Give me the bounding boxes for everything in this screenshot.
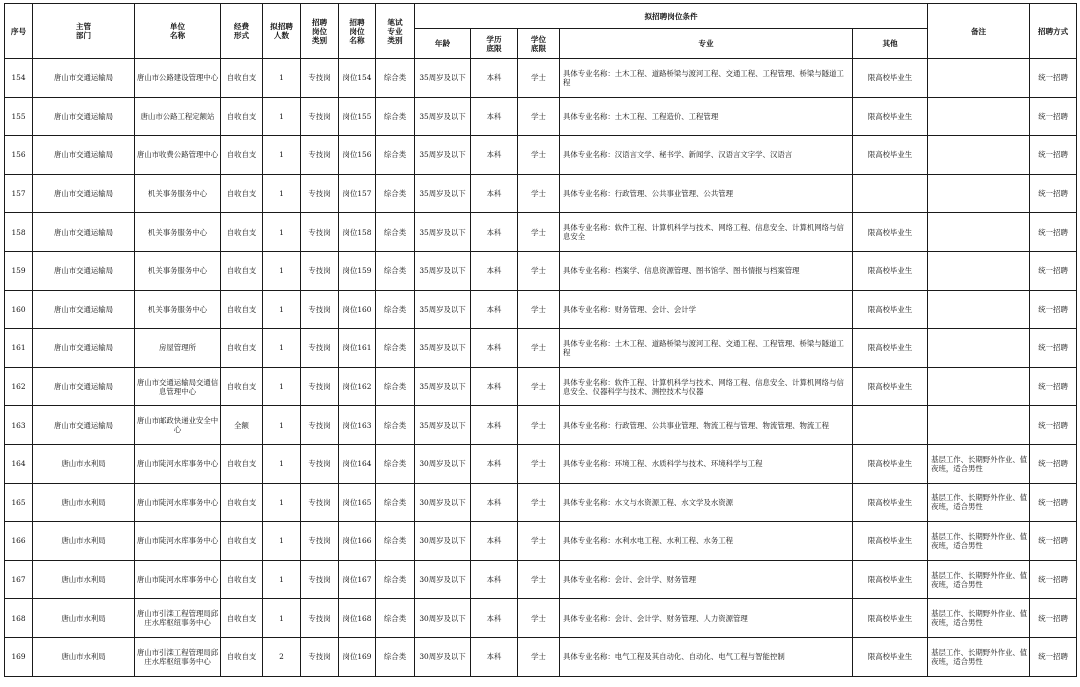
cell-major: 具体专业名称：行政管理、公共事业管理、物流工程与管理、物流管理、物流工程 xyxy=(560,406,853,445)
cell-major: 具体专业名称：水文与水资源工程、水文学及水资源 xyxy=(560,483,853,522)
cell-funding: 自收自支 xyxy=(221,522,263,561)
cell-education: 本科 xyxy=(471,174,518,213)
cell-post-type: 专技岗 xyxy=(301,406,339,445)
cell-major: 具体专业名称：会计、会计学、财务管理、人力资源管理 xyxy=(560,599,853,638)
header-degree: 学位 底限 xyxy=(518,29,560,59)
cell-remark xyxy=(928,136,1030,175)
cell-remark xyxy=(928,290,1030,329)
cell-age: 35周岁及以下 xyxy=(415,136,471,175)
cell-age: 30周岁及以下 xyxy=(415,560,471,599)
cell-funding: 自收自支 xyxy=(221,59,263,98)
cell-dept: 唐山市交通运输局 xyxy=(33,59,135,98)
cell-education: 本科 xyxy=(471,406,518,445)
cell-exam-type: 综合类 xyxy=(376,251,415,290)
cell-post-name: 岗位154 xyxy=(339,59,376,98)
cell-dept: 唐山市水利局 xyxy=(33,599,135,638)
cell-count: 1 xyxy=(263,560,301,599)
cell-count: 1 xyxy=(263,329,301,368)
cell-age: 30周岁及以下 xyxy=(415,637,471,676)
cell-unit: 唐山市公路建设管理中心 xyxy=(135,59,221,98)
cell-remark xyxy=(928,59,1030,98)
table-row xyxy=(5,97,1077,136)
cell-education: 本科 xyxy=(471,213,518,252)
cell-degree: 学士 xyxy=(518,367,560,406)
cell-post-type: 专技岗 xyxy=(301,290,339,329)
cell-post-type: 专技岗 xyxy=(301,483,339,522)
cell-seq: 155 xyxy=(5,97,33,136)
cell-exam-type: 综合类 xyxy=(376,136,415,175)
cell-education: 本科 xyxy=(471,136,518,175)
cell-post-name: 岗位168 xyxy=(339,599,376,638)
cell-post-name: 岗位162 xyxy=(339,367,376,406)
cell-major: 具体专业名称：电气工程及其自动化、自动化、电气工程与智能控制 xyxy=(560,637,853,676)
cell-method: 统一招聘 xyxy=(1030,329,1077,368)
cell-funding: 自收自支 xyxy=(221,637,263,676)
cell-method: 统一招聘 xyxy=(1030,637,1077,676)
cell-method: 统一招聘 xyxy=(1030,483,1077,522)
cell-exam-type: 综合类 xyxy=(376,367,415,406)
cell-degree: 学士 xyxy=(518,637,560,676)
cell-major: 具体专业名称：环境工程、水质科学与技术、环境科学与工程 xyxy=(560,444,853,483)
cell-age: 30周岁及以下 xyxy=(415,599,471,638)
table-row xyxy=(5,174,1077,213)
header-education: 学历 底限 xyxy=(471,29,518,59)
cell-funding: 自收自支 xyxy=(221,367,263,406)
cell-age: 35周岁及以下 xyxy=(415,329,471,368)
cell-post-type: 专技岗 xyxy=(301,136,339,175)
cell-degree: 学士 xyxy=(518,599,560,638)
cell-post-type: 专技岗 xyxy=(301,329,339,368)
cell-remark xyxy=(928,213,1030,252)
cell-unit: 唐山市陡河水库事务中心 xyxy=(135,444,221,483)
cell-method: 统一招聘 xyxy=(1030,213,1077,252)
cell-funding: 自收自支 xyxy=(221,329,263,368)
cell-unit: 唐山市交通运输局交通信息管理中心 xyxy=(135,367,221,406)
cell-unit: 机关事务服务中心 xyxy=(135,213,221,252)
cell-method: 统一招聘 xyxy=(1030,59,1077,98)
cell-degree: 学士 xyxy=(518,213,560,252)
cell-education: 本科 xyxy=(471,522,518,561)
header-funding: 经费 形式 xyxy=(221,4,263,59)
cell-unit: 唐山市收费公路管理中心 xyxy=(135,136,221,175)
cell-degree: 学士 xyxy=(518,406,560,445)
cell-education: 本科 xyxy=(471,599,518,638)
cell-unit: 唐山市陡河水库事务中心 xyxy=(135,560,221,599)
cell-method: 统一招聘 xyxy=(1030,136,1077,175)
cell-education: 本科 xyxy=(471,59,518,98)
cell-education: 本科 xyxy=(471,637,518,676)
cell-seq: 158 xyxy=(5,213,33,252)
cell-other: 限高校毕业生 xyxy=(853,136,928,175)
table-row xyxy=(5,483,1077,522)
cell-dept: 唐山市交通运输局 xyxy=(33,251,135,290)
cell-education: 本科 xyxy=(471,444,518,483)
cell-degree: 学士 xyxy=(518,59,560,98)
cell-education: 本科 xyxy=(471,290,518,329)
header-remark: 备注 xyxy=(928,4,1030,59)
cell-major: 具体专业名称：软件工程、计算机科学与技术、网络工程、信息安全、计算机网络与信息安全、仪器科学与技术、测控技术与仪器 xyxy=(560,367,853,406)
cell-post-type: 专技岗 xyxy=(301,59,339,98)
cell-count: 1 xyxy=(263,367,301,406)
cell-count: 1 xyxy=(263,444,301,483)
cell-count: 1 xyxy=(263,174,301,213)
cell-age: 35周岁及以下 xyxy=(415,251,471,290)
table-row xyxy=(5,444,1077,483)
cell-degree: 学士 xyxy=(518,97,560,136)
cell-count: 1 xyxy=(263,59,301,98)
cell-major: 具体专业名称：财务管理、会计、会计学 xyxy=(560,290,853,329)
cell-post-type: 专技岗 xyxy=(301,97,339,136)
cell-post-name: 岗位166 xyxy=(339,522,376,561)
cell-other: 限高校毕业生 xyxy=(853,251,928,290)
cell-post-type: 专技岗 xyxy=(301,522,339,561)
cell-count: 1 xyxy=(263,213,301,252)
cell-dept: 唐山市交通运输局 xyxy=(33,174,135,213)
cell-method: 统一招聘 xyxy=(1030,599,1077,638)
cell-exam-type: 综合类 xyxy=(376,174,415,213)
table-row xyxy=(5,329,1077,368)
cell-other: 限高校毕业生 xyxy=(853,59,928,98)
cell-method: 统一招聘 xyxy=(1030,522,1077,561)
cell-funding: 自收自支 xyxy=(221,560,263,599)
cell-post-name: 岗位164 xyxy=(339,444,376,483)
cell-education: 本科 xyxy=(471,251,518,290)
cell-seq: 157 xyxy=(5,174,33,213)
cell-other: 限高校毕业生 xyxy=(853,213,928,252)
cell-remark: 基层工作、长期野外作业、值夜班，适合男性 xyxy=(928,483,1030,522)
cell-funding: 自收自支 xyxy=(221,251,263,290)
cell-seq: 162 xyxy=(5,367,33,406)
cell-post-name: 岗位165 xyxy=(339,483,376,522)
cell-degree: 学士 xyxy=(518,522,560,561)
table-row xyxy=(5,560,1077,599)
cell-exam-type: 综合类 xyxy=(376,444,415,483)
cell-unit: 房屋管理所 xyxy=(135,329,221,368)
cell-remark xyxy=(928,329,1030,368)
table-body xyxy=(5,59,1077,677)
cell-post-name: 岗位158 xyxy=(339,213,376,252)
table-row xyxy=(5,367,1077,406)
cell-post-name: 岗位156 xyxy=(339,136,376,175)
cell-remark xyxy=(928,97,1030,136)
cell-dept: 唐山市交通运输局 xyxy=(33,97,135,136)
cell-age: 35周岁及以下 xyxy=(415,290,471,329)
cell-post-name: 岗位157 xyxy=(339,174,376,213)
header-count: 拟招聘 人数 xyxy=(263,4,301,59)
table-row xyxy=(5,406,1077,445)
cell-post-name: 岗位163 xyxy=(339,406,376,445)
cell-education: 本科 xyxy=(471,367,518,406)
cell-other: 限高校毕业生 xyxy=(853,444,928,483)
cell-post-type: 专技岗 xyxy=(301,367,339,406)
header-seq: 序号 xyxy=(5,4,33,59)
header-other: 其他 xyxy=(853,29,928,59)
table-row xyxy=(5,251,1077,290)
cell-count: 1 xyxy=(263,290,301,329)
cell-education: 本科 xyxy=(471,560,518,599)
cell-other xyxy=(853,406,928,445)
cell-age: 30周岁及以下 xyxy=(415,444,471,483)
cell-funding: 自收自支 xyxy=(221,290,263,329)
cell-dept: 唐山市水利局 xyxy=(33,483,135,522)
cell-post-type: 专技岗 xyxy=(301,599,339,638)
header-method: 招聘方式 xyxy=(1030,4,1077,59)
cell-major: 具体专业名称：土木工程、工程造价、工程管理 xyxy=(560,97,853,136)
cell-age: 35周岁及以下 xyxy=(415,97,471,136)
cell-other: 限高校毕业生 xyxy=(853,560,928,599)
cell-unit: 机关事务服务中心 xyxy=(135,290,221,329)
cell-post-name: 岗位159 xyxy=(339,251,376,290)
cell-education: 本科 xyxy=(471,483,518,522)
cell-age: 35周岁及以下 xyxy=(415,213,471,252)
cell-other xyxy=(853,174,928,213)
cell-count: 1 xyxy=(263,483,301,522)
cell-seq: 169 xyxy=(5,637,33,676)
cell-method: 统一招聘 xyxy=(1030,406,1077,445)
cell-seq: 165 xyxy=(5,483,33,522)
cell-count: 1 xyxy=(263,522,301,561)
cell-unit: 唐山市陡河水库事务中心 xyxy=(135,522,221,561)
cell-other: 限高校毕业生 xyxy=(853,290,928,329)
cell-other: 限高校毕业生 xyxy=(853,637,928,676)
cell-major: 具体专业名称：行政管理、公共事业管理、公共管理 xyxy=(560,174,853,213)
cell-dept: 唐山市水利局 xyxy=(33,560,135,599)
cell-remark xyxy=(928,251,1030,290)
cell-method: 统一招聘 xyxy=(1030,367,1077,406)
cell-major: 具体专业名称：土木工程、道路桥梁与渡河工程、交通工程、工程管理、桥梁与隧道工程 xyxy=(560,59,853,98)
cell-seq: 167 xyxy=(5,560,33,599)
cell-unit: 唐山市引滦工程管理局邱庄水库枢纽事务中心 xyxy=(135,599,221,638)
cell-exam-type: 综合类 xyxy=(376,59,415,98)
cell-remark: 基层工作、长期野外作业、值夜班，适合男性 xyxy=(928,522,1030,561)
cell-method: 统一招聘 xyxy=(1030,290,1077,329)
cell-age: 30周岁及以下 xyxy=(415,483,471,522)
cell-exam-type: 综合类 xyxy=(376,560,415,599)
cell-education: 本科 xyxy=(471,329,518,368)
cell-degree: 学士 xyxy=(518,251,560,290)
cell-seq: 163 xyxy=(5,406,33,445)
cell-dept: 唐山市水利局 xyxy=(33,637,135,676)
cell-dept: 唐山市交通运输局 xyxy=(33,136,135,175)
cell-remark: 基层工作、长期野外作业、值夜班，适合男性 xyxy=(928,444,1030,483)
header-post-name: 招聘 岗位 名称 xyxy=(339,4,376,59)
cell-count: 2 xyxy=(263,637,301,676)
cell-post-type: 专技岗 xyxy=(301,444,339,483)
cell-seq: 154 xyxy=(5,59,33,98)
cell-degree: 学士 xyxy=(518,329,560,368)
cell-dept: 唐山市交通运输局 xyxy=(33,406,135,445)
cell-count: 1 xyxy=(263,97,301,136)
cell-degree: 学士 xyxy=(518,290,560,329)
cell-seq: 159 xyxy=(5,251,33,290)
cell-method: 统一招聘 xyxy=(1030,444,1077,483)
header-exam-type: 笔试 专业 类别 xyxy=(376,4,415,59)
cell-major: 具体专业名称：水利水电工程、水利工程、水务工程 xyxy=(560,522,853,561)
cell-funding: 自收自支 xyxy=(221,174,263,213)
cell-method: 统一招聘 xyxy=(1030,251,1077,290)
cell-seq: 166 xyxy=(5,522,33,561)
cell-funding: 自收自支 xyxy=(221,97,263,136)
cell-post-name: 岗位160 xyxy=(339,290,376,329)
cell-post-type: 专技岗 xyxy=(301,251,339,290)
cell-post-name: 岗位169 xyxy=(339,637,376,676)
header-conditions: 拟招聘岗位条件 xyxy=(415,4,928,29)
recruitment-table-page xyxy=(4,3,1076,685)
cell-seq: 160 xyxy=(5,290,33,329)
cell-degree: 学士 xyxy=(518,483,560,522)
cell-age: 30周岁及以下 xyxy=(415,522,471,561)
cell-dept: 唐山市交通运输局 xyxy=(33,290,135,329)
cell-count: 1 xyxy=(263,136,301,175)
recruitment-table xyxy=(4,3,1077,677)
cell-major: 具体专业名称：土木工程、道路桥梁与渡河工程、交通工程、工程管理、桥梁与隧道工程 xyxy=(560,329,853,368)
cell-post-type: 专技岗 xyxy=(301,174,339,213)
cell-post-name: 岗位167 xyxy=(339,560,376,599)
cell-post-name: 岗位155 xyxy=(339,97,376,136)
cell-degree: 学士 xyxy=(518,136,560,175)
table-row xyxy=(5,522,1077,561)
cell-age: 35周岁及以下 xyxy=(415,367,471,406)
cell-remark xyxy=(928,174,1030,213)
cell-education: 本科 xyxy=(471,97,518,136)
cell-count: 1 xyxy=(263,251,301,290)
cell-method: 统一招聘 xyxy=(1030,97,1077,136)
cell-funding: 自收自支 xyxy=(221,599,263,638)
cell-funding: 自收自支 xyxy=(221,444,263,483)
cell-seq: 164 xyxy=(5,444,33,483)
cell-major: 具体专业名称：会计、会计学、财务管理 xyxy=(560,560,853,599)
cell-seq: 161 xyxy=(5,329,33,368)
cell-unit: 唐山市邮政快递业安全中心 xyxy=(135,406,221,445)
cell-count: 1 xyxy=(263,406,301,445)
cell-dept: 唐山市交通运输局 xyxy=(33,367,135,406)
table-row xyxy=(5,59,1077,98)
cell-other: 限高校毕业生 xyxy=(853,97,928,136)
cell-major: 具体专业名称：汉语言文学、秘书学、新闻学、汉语言文字学、汉语言 xyxy=(560,136,853,175)
cell-dept: 唐山市交通运输局 xyxy=(33,329,135,368)
table-row xyxy=(5,290,1077,329)
cell-other: 限高校毕业生 xyxy=(853,483,928,522)
cell-major: 具体专业名称：档案学、信息资源管理、图书馆学、图书情报与档案管理 xyxy=(560,251,853,290)
cell-remark xyxy=(928,367,1030,406)
header-major: 专业 xyxy=(560,29,853,59)
cell-dept: 唐山市交通运输局 xyxy=(33,213,135,252)
cell-degree: 学士 xyxy=(518,560,560,599)
cell-remark: 基层工作、长期野外作业、值夜班，适合男性 xyxy=(928,560,1030,599)
cell-funding: 自收自支 xyxy=(221,136,263,175)
cell-remark: 基层工作、长期野外作业、值夜班，适合男性 xyxy=(928,637,1030,676)
header-post-type: 招聘 岗位 类别 xyxy=(301,4,339,59)
cell-count: 1 xyxy=(263,599,301,638)
cell-post-name: 岗位161 xyxy=(339,329,376,368)
cell-other: 限高校毕业生 xyxy=(853,367,928,406)
cell-age: 35周岁及以下 xyxy=(415,174,471,213)
cell-exam-type: 综合类 xyxy=(376,406,415,445)
cell-post-type: 专技岗 xyxy=(301,637,339,676)
header-age: 年龄 xyxy=(415,29,471,59)
cell-age: 35周岁及以下 xyxy=(415,406,471,445)
header-dept: 主管 部门 xyxy=(33,4,135,59)
header-unit: 单位 名称 xyxy=(135,4,221,59)
cell-post-type: 专技岗 xyxy=(301,213,339,252)
cell-other: 限高校毕业生 xyxy=(853,522,928,561)
cell-unit: 唐山市陡河水库事务中心 xyxy=(135,483,221,522)
cell-age: 35周岁及以下 xyxy=(415,59,471,98)
cell-dept: 唐山市水利局 xyxy=(33,444,135,483)
cell-other: 限高校毕业生 xyxy=(853,599,928,638)
cell-unit: 机关事务服务中心 xyxy=(135,251,221,290)
cell-exam-type: 综合类 xyxy=(376,522,415,561)
table-row xyxy=(5,213,1077,252)
cell-unit: 唐山市公路工程定额站 xyxy=(135,97,221,136)
cell-major: 具体专业名称：软件工程、计算机科学与技术、网络工程、信息安全、计算机网络与信息安全 xyxy=(560,213,853,252)
cell-funding: 全额 xyxy=(221,406,263,445)
cell-exam-type: 综合类 xyxy=(376,213,415,252)
cell-funding: 自收自支 xyxy=(221,483,263,522)
cell-dept: 唐山市水利局 xyxy=(33,522,135,561)
table-row xyxy=(5,599,1077,638)
cell-exam-type: 综合类 xyxy=(376,329,415,368)
cell-exam-type: 综合类 xyxy=(376,290,415,329)
cell-degree: 学士 xyxy=(518,444,560,483)
cell-unit: 唐山市引滦工程管理局邱庄水库枢纽事务中心 xyxy=(135,637,221,676)
cell-unit: 机关事务服务中心 xyxy=(135,174,221,213)
cell-funding: 自收自支 xyxy=(221,213,263,252)
cell-other: 限高校毕业生 xyxy=(853,329,928,368)
cell-method: 统一招聘 xyxy=(1030,560,1077,599)
cell-seq: 156 xyxy=(5,136,33,175)
cell-seq: 168 xyxy=(5,599,33,638)
cell-degree: 学士 xyxy=(518,174,560,213)
cell-post-type: 专技岗 xyxy=(301,560,339,599)
cell-remark xyxy=(928,406,1030,445)
cell-remark: 基层工作、长期野外作业、值夜班，适合男性 xyxy=(928,599,1030,638)
cell-exam-type: 综合类 xyxy=(376,483,415,522)
table-row xyxy=(5,136,1077,175)
table-row xyxy=(5,637,1077,676)
cell-exam-type: 综合类 xyxy=(376,637,415,676)
cell-method: 统一招聘 xyxy=(1030,174,1077,213)
cell-exam-type: 综合类 xyxy=(376,599,415,638)
cell-exam-type: 综合类 xyxy=(376,97,415,136)
